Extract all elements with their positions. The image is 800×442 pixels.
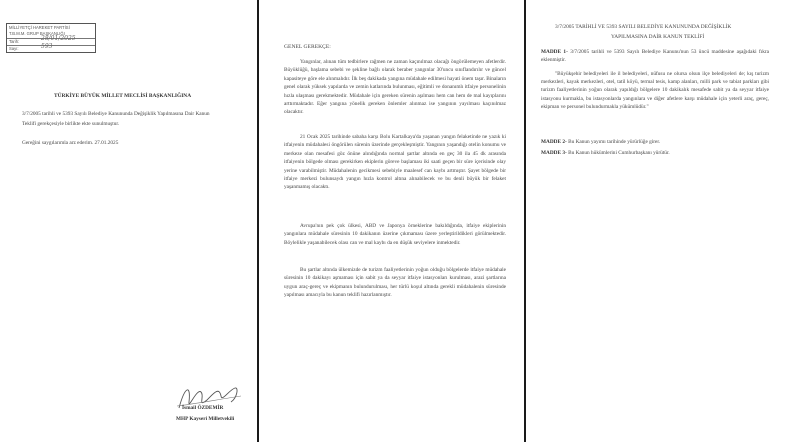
party-stamp [6, 23, 96, 53]
stamp-no-value: 593 [41, 42, 53, 50]
stamp-date-label: Tarih: [9, 38, 20, 44]
stamp-line2: T.B.M.M. GRUP BAŞKANLIĞI [9, 31, 65, 36]
body-line1: 3/7/2005 tarihli ve 5393 Sayılı Belediye Kanununda Değişiklik Yapılmasına Dair Kanun [22, 111, 210, 117]
paragraph-2: 21 Ocak 2025 tarihinde sabaha karşı Bolu Kartalkaya'da yaşanan yangın felaketinde ne yazık ki itfaiyenin müdahalesi öngörülen sürenin üzerinde gerçekleşmiştir. Yangının yaşandığı otelin konumu ve merkeze olan mesafesi göz önüne alındığında normal şartlar altında en geç 30 ila 45 dk arasında itfaiyenin bölgede olması gerekirken ekiplerin göreve başlaması iki saati geçen bir süre içerisinde olay yerine varabilmiştir. Müdahalenin gecikmesi sebebiyle maalesef can kaybı artmıştır. Şayet bölgede bir itfaiye merkezi bulunsaydı yangın hızla kontrol altına alınabilecek ve bu denli büyük bir felaket yaşanmamış olacaktı. [284, 134, 506, 191]
article-3-text: Bu Kanun hükümlerini Cumhurbaşkanı yürütür. [568, 150, 670, 156]
proposal-title-line1: 3/7/2005 TARİHLİ VE 5393 SAYILI BELEDİYE KANUNUNDA DEĞİŞİKLİK [555, 24, 732, 30]
article-1-intro: 3/7/2005 tarihli ve 5393 Sayılı Belediye Kanunu'nun 53 üncü maddesine aşağıdaki fıkra eklenmiştir. [541, 49, 770, 64]
stamp-no-label: Sayı: [9, 45, 19, 51]
paragraph-3: Avrupa'nın pek çok ülkesi, ABD ve Japonya örneklerine bakıldığında, itfaiye ekiplerinin yangınlara müdahale süresinin 10 dakikanın üzerine çıkmaması üzere yerleştirildikleri görülmektedir. Böylelikle yaşanabilecek olası can ve mal kaybı da en düşük seviyelere inmektedir. [284, 223, 506, 246]
paragraph-4: Bu şartlar altında ülkemizde de turizm faaliyetlerinin yoğun olduğu bölgelerde itfaiye müdahale süresinin 10 dakikayı aşmaması için sabit ya da seyyar itfaiye istasyonları kurulması, arazi şartlarına uygun araç-gereç ve ekipmanın bulundurulması, her türlü koşul altında gerekli müdahalenin süresinde yapılması amacıyla bu kanun teklifi hazırlanmıştır. [284, 267, 506, 299]
article-2 [541, 139, 660, 147]
article-1-label: MADDE 1- [541, 49, 568, 55]
article-2-label: MADDE 2- [541, 139, 567, 145]
page-divider [524, 0, 526, 442]
signer-title: MHP Kayseri Milletvekili [176, 416, 235, 422]
article-1 [541, 48, 769, 64]
stamp-date-value: 28/01/2025 [41, 35, 76, 42]
article-1-quote: "Büyükşehir belediyeleri ile il belediyeleri, nüfusu ne olursa olsun ilçe belediyeleri de; kış turizm merkezleri, kayak merkezleri, otel, tatil köyü, termal tesis, kamp alanları, milli park ve tabiat parkları gibi turizm faaliyetlerinin yoğun olarak yapıldığı bölgelere 10 dakikalık mesafede sabit ya da seyyar itfaiye istasyonu kurmakla, bu istasyonlarda yangınlara ve diğer afetlere karşı müdahale için yeterli araç, gereç, ekipman ve personel bulundurmakla yükümlüdür." [541, 71, 769, 110]
section-heading: GENEL GEREKÇE: [284, 44, 331, 50]
signer-name: İsmail ÖZDEMİR [182, 405, 224, 411]
article-2-text: Bu Kanun yayımı tarihinde yürürlüğe girer. [568, 139, 661, 145]
page-cover-letter [0, 0, 257, 441]
page-divider [257, 0, 259, 442]
body-line2: Teklifi gerekçesiyle birlikte ekte sunulmuştur. [22, 121, 120, 127]
paragraph-1: Yangınlar, alınan tüm tedbirlere rağmen ne zaman kaçınılmaz olacağı öngörülemeyen afetlerdir. Büyüklüğü, başlama sebebi ve şekline bağlı olarak beraber yangınlar 30'uncu sınıflandırılır ve güncel kapasiteye göre ele alınmalıdır. İlk beş dakikada yangına müdahale edilmesi hayati önem taşır. Binaların genel olarak yüksek yapılarda ve zemin katlarında bulunması, eğitimli ve donanımlı itfaiye personelinin hızla ulaşması gerekmektedir. Müdahale için gereken sürenin aşılması hem can hem de mal kayıplarını arttırmaktadır. Eğer yangına yönelik gereken önlemler alınmaz ise yangının yayılması kaçınılmaz olacaktır. [284, 59, 506, 116]
article-3 [541, 150, 670, 158]
addressee: TÜRKİYE BÜYÜK MİLLET MECLİSİ BAŞKANLIĞINA [54, 93, 192, 99]
page-general-justification [260, 0, 524, 441]
closing-line: Gereğini saygılarımla arz ederim. 27.01.2025 [22, 140, 119, 146]
proposal-title-line2: YAPILMASINA DAİR KANUN TEKLİFİ [611, 34, 705, 40]
stamp-line1: MİLLİYETÇİ HAREKET PARTİSİ [9, 25, 70, 30]
page-law-proposal [527, 0, 800, 441]
article-3-label: MADDE 3- [541, 150, 567, 156]
